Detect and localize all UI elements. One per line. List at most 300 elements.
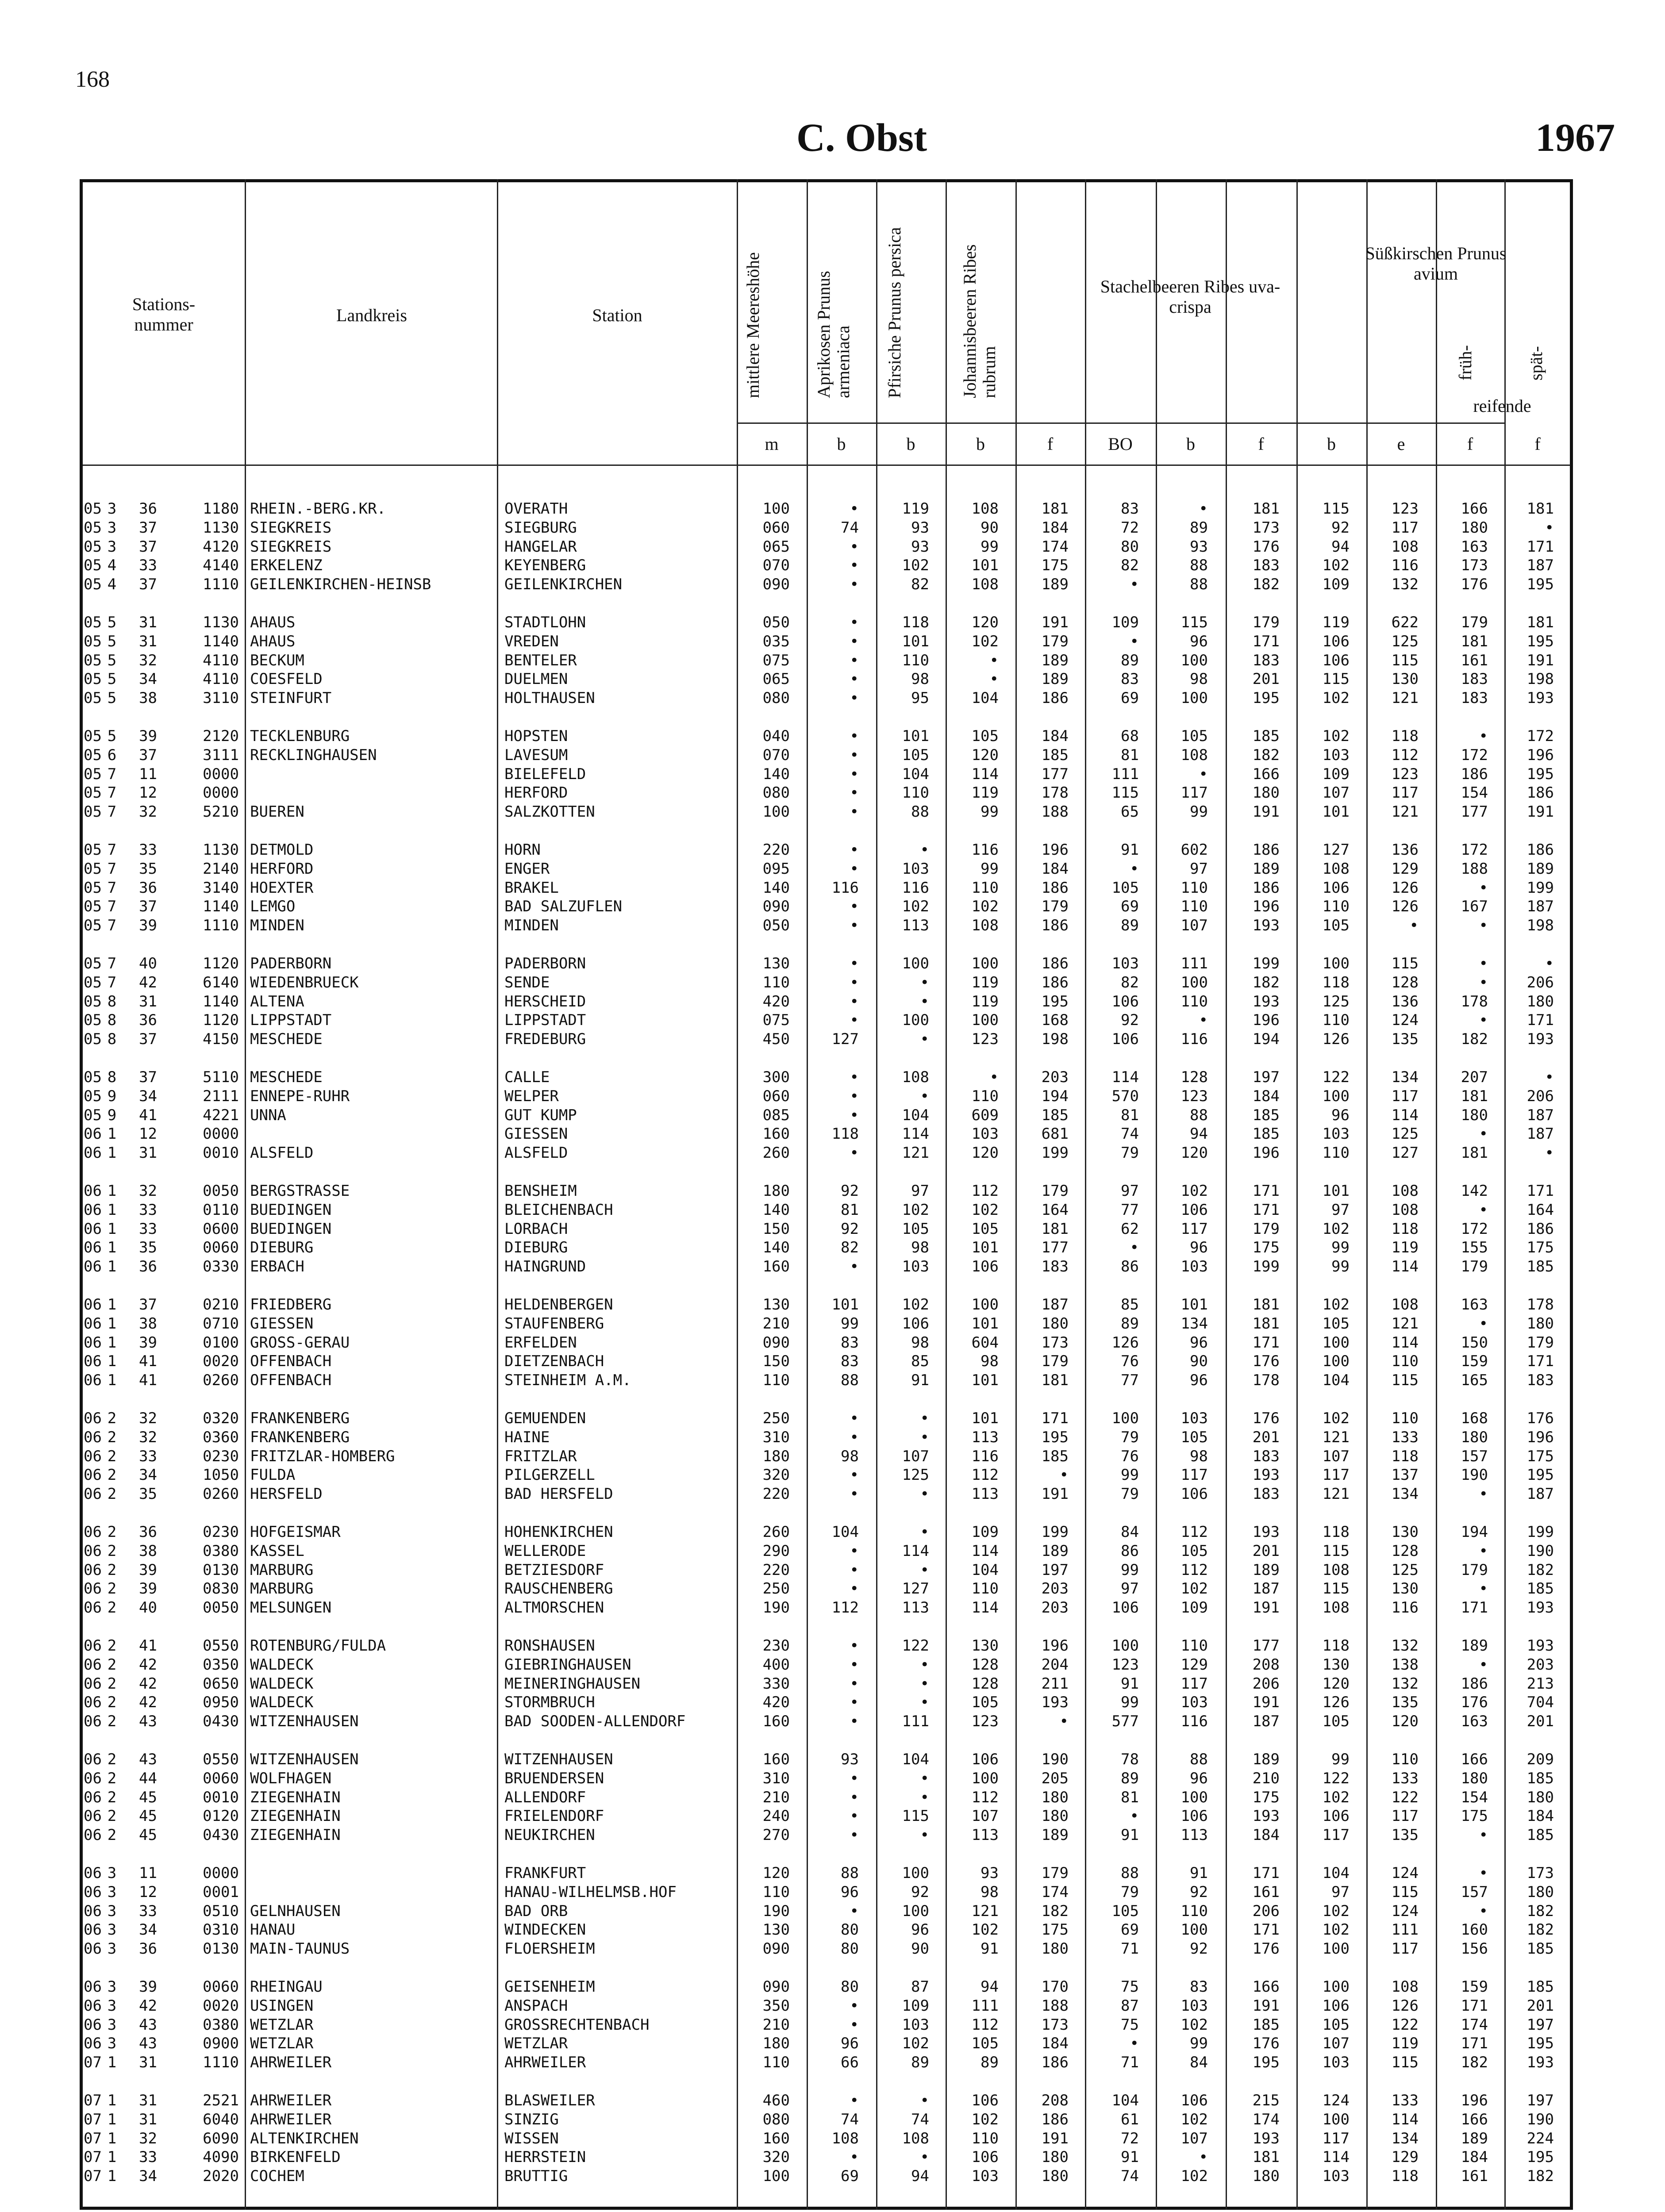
cell-station-code: 0320 bbox=[203, 1409, 239, 1427]
cell-johannisbeeren-b: 102 bbox=[971, 2110, 999, 2128]
cell-pfirsiche: 125 bbox=[902, 1466, 929, 1484]
cell-stachelbeeren-bo: 92 bbox=[1121, 1011, 1139, 1029]
cell-hoehe: 180 bbox=[762, 1447, 790, 1465]
cell-stachelbeeren-b: 97 bbox=[1190, 860, 1208, 878]
cell-hoehe: 160 bbox=[762, 1125, 790, 1143]
cell-stachelbeeren-bo: 105 bbox=[1111, 879, 1139, 897]
cell-suesskirschen-frueh-f: • bbox=[1479, 1125, 1488, 1143]
cell-station: FREDEBURG bbox=[504, 1030, 586, 1048]
cell-landkreis: FRIEDBERG bbox=[250, 1296, 332, 1313]
cell-suesskirschen-frueh-f: 157 bbox=[1461, 1447, 1488, 1465]
cell-pfirsiche: 98 bbox=[911, 670, 929, 688]
cell-reg-code: 06 bbox=[84, 1769, 102, 1787]
cell-station: BRUENDERSEN bbox=[504, 1769, 604, 1787]
cell-area-code: 43 bbox=[139, 1751, 157, 1768]
cell-suesskirschen-frueh-f: 176 bbox=[1461, 576, 1488, 594]
cell-station: GIEBRINGHAUSEN bbox=[504, 1655, 631, 1674]
cell-landkreis: ERKELENZ bbox=[250, 557, 323, 575]
cell-stachelbeeren-bo: 91 bbox=[1121, 841, 1139, 859]
cell-johannisbeeren-b: 116 bbox=[971, 841, 999, 859]
cell-hoehe: 260 bbox=[762, 1523, 790, 1541]
cell-station-code: 0260 bbox=[203, 1485, 239, 1503]
cell-stachelbeeren-bo: 77 bbox=[1121, 1371, 1139, 1390]
cell-area-code: 39 bbox=[139, 1978, 157, 1996]
cell-johannisbeeren-f: 188 bbox=[1041, 1997, 1069, 2015]
cell-reg-code: 06 bbox=[84, 1125, 102, 1143]
cell-station: DIETZENBACH bbox=[504, 1352, 604, 1371]
cell-johannisbeeren-b: 98 bbox=[981, 1352, 999, 1371]
cell-suesskirschen-b: 103 bbox=[1322, 746, 1350, 764]
cell-johannisbeeren-b: 105 bbox=[971, 2035, 999, 2053]
cell-stachelbeeren-b: 88 bbox=[1190, 1106, 1208, 1124]
cell-suesskirschen-frueh-f: 190 bbox=[1461, 1466, 1488, 1484]
cell-landkreis: COESFELD bbox=[250, 670, 323, 688]
cell-pfirsiche: 101 bbox=[902, 632, 929, 650]
cell-johannisbeeren-f: 198 bbox=[1041, 1030, 1069, 1048]
cell-reg-code: 05 bbox=[84, 727, 102, 745]
cell-station-code: 0550 bbox=[203, 1751, 239, 1768]
cell-area-code: 36 bbox=[139, 879, 157, 897]
cell-landkreis: WETZLAR bbox=[250, 2035, 314, 2053]
cell-hoehe: 100 bbox=[762, 2167, 790, 2185]
cell-hoehe: 310 bbox=[762, 1428, 790, 1446]
cell-aprikosen: 93 bbox=[841, 1751, 859, 1768]
cell-hoehe: 035 bbox=[762, 632, 790, 650]
cell-station-code: 0510 bbox=[203, 1902, 239, 1920]
cell-stachelbeeren-f: 215 bbox=[1252, 2092, 1280, 2109]
cell-station: STORMBRUCH bbox=[504, 1694, 595, 1712]
cell-area-code: 34 bbox=[139, 1466, 157, 1484]
cell-pfirsiche: • bbox=[920, 1826, 929, 1844]
cell-reg-code: 07 bbox=[84, 2092, 102, 2109]
cell-area-code: 12 bbox=[139, 1125, 157, 1143]
cell-station-code: 4150 bbox=[203, 1030, 239, 1048]
cell-suesskirschen-frueh-f: • bbox=[1479, 955, 1488, 972]
cell-suesskirschen-spaet-f: 195 bbox=[1527, 576, 1554, 594]
cell-suesskirschen-b: 100 bbox=[1322, 1940, 1350, 1958]
cell-suesskirschen-b: 122 bbox=[1322, 1769, 1350, 1787]
cell-reg-code: 05 bbox=[84, 898, 102, 916]
cell-hoehe: 300 bbox=[762, 1068, 790, 1086]
cell-johannisbeeren-f: 189 bbox=[1041, 651, 1069, 669]
cell-suesskirschen-b: 102 bbox=[1322, 1220, 1350, 1238]
cell-johannisbeeren-b: 113 bbox=[971, 1428, 999, 1446]
cell-suesskirschen-spaet-f: 186 bbox=[1527, 1220, 1554, 1238]
cell-pfirsiche: 122 bbox=[902, 1637, 929, 1655]
cell-hoehe: 095 bbox=[762, 860, 790, 878]
cell-aprikosen: 116 bbox=[831, 879, 859, 897]
cell-suesskirschen-e: 119 bbox=[1391, 1239, 1419, 1257]
cell-suesskirschen-frueh-f: 174 bbox=[1461, 2016, 1488, 2034]
cell-station: KEYENBERG bbox=[504, 557, 586, 575]
cell-station: GEISENHEIM bbox=[504, 1978, 595, 1996]
cell-suesskirschen-frueh-f: • bbox=[1479, 1826, 1488, 1844]
cell-sub-code: 7 bbox=[107, 784, 117, 802]
header-landkreis: Landkreis bbox=[336, 305, 407, 325]
cell-hoehe: 065 bbox=[762, 670, 790, 688]
cell-stachelbeeren-b: 94 bbox=[1190, 1125, 1208, 1143]
cell-stachelbeeren-bo: 74 bbox=[1121, 1125, 1139, 1143]
cell-stachelbeeren-f: 166 bbox=[1252, 1978, 1280, 1996]
cell-suesskirschen-frueh-f: 179 bbox=[1461, 1258, 1488, 1276]
cell-station: WISSEN bbox=[504, 2129, 559, 2147]
cell-suesskirschen-frueh-f: 166 bbox=[1461, 1751, 1488, 1768]
cell-suesskirschen-frueh-f: • bbox=[1479, 1485, 1488, 1503]
cell-stachelbeeren-b: 116 bbox=[1180, 1030, 1208, 1048]
cell-reg-code: 05 bbox=[84, 670, 102, 688]
column-divider bbox=[245, 179, 246, 2210]
cell-suesskirschen-e: 123 bbox=[1391, 765, 1419, 783]
cell-stachelbeeren-f: 182 bbox=[1252, 576, 1280, 594]
cell-aprikosen: • bbox=[850, 917, 859, 935]
cell-sub-code: 3 bbox=[107, 538, 117, 556]
cell-reg-code: 06 bbox=[84, 1713, 102, 1731]
header-hoehe: mittlere Meereshöhe bbox=[743, 252, 763, 398]
cell-stachelbeeren-bo: 115 bbox=[1111, 784, 1139, 802]
cell-suesskirschen-spaet-f: 187 bbox=[1527, 1485, 1554, 1503]
cell-station-code: 0000 bbox=[203, 1125, 239, 1143]
cell-station-code: 0010 bbox=[203, 1144, 239, 1162]
cell-johannisbeeren-f: 186 bbox=[1041, 973, 1069, 991]
cell-landkreis: FRANKENBERG bbox=[250, 1409, 350, 1427]
cell-johannisbeeren-b: 113 bbox=[971, 1826, 999, 1844]
cell-area-code: 37 bbox=[139, 538, 157, 556]
cell-sub-code: 1 bbox=[107, 2092, 117, 2109]
cell-pfirsiche: 96 bbox=[911, 1921, 929, 1939]
cell-stachelbeeren-b: 105 bbox=[1180, 1428, 1208, 1446]
cell-suesskirschen-spaet-f: 184 bbox=[1527, 1807, 1554, 1825]
cell-landkreis: ENNEPE-RUHR bbox=[250, 1087, 350, 1105]
cell-aprikosen: • bbox=[850, 1068, 859, 1086]
cell-sub-code: 8 bbox=[107, 1011, 117, 1029]
cell-suesskirschen-spaet-f: 183 bbox=[1527, 1371, 1554, 1390]
cell-johannisbeeren-b: 120 bbox=[971, 1144, 999, 1162]
cell-pfirsiche: • bbox=[920, 1428, 929, 1446]
cell-johannisbeeren-f: 185 bbox=[1041, 1447, 1069, 1465]
cell-area-code: 38 bbox=[139, 1314, 157, 1333]
cell-suesskirschen-frueh-f: 180 bbox=[1461, 518, 1488, 537]
cell-suesskirschen-e: 116 bbox=[1391, 557, 1419, 575]
cell-aprikosen: 88 bbox=[841, 1864, 859, 1882]
cell-area-code: 33 bbox=[139, 1201, 157, 1219]
cell-sub-code: 5 bbox=[107, 614, 117, 631]
cell-sub-code: 2 bbox=[107, 1447, 117, 1465]
cell-sub-code: 7 bbox=[107, 898, 117, 916]
cell-stachelbeeren-b: 105 bbox=[1180, 1542, 1208, 1560]
cell-reg-code: 07 bbox=[84, 2054, 102, 2072]
cell-stachelbeeren-f: 196 bbox=[1252, 898, 1280, 916]
cell-suesskirschen-e: 134 bbox=[1391, 2129, 1419, 2147]
cell-pfirsiche: 108 bbox=[902, 2129, 929, 2147]
cell-stachelbeeren-bo: 83 bbox=[1121, 670, 1139, 688]
cell-suesskirschen-spaet-f: 196 bbox=[1527, 746, 1554, 764]
cell-pfirsiche: • bbox=[920, 1409, 929, 1427]
cell-hoehe: 160 bbox=[762, 1751, 790, 1768]
cell-reg-code: 06 bbox=[84, 1580, 102, 1598]
cell-area-code: 41 bbox=[139, 1106, 157, 1124]
cell-suesskirschen-b: 109 bbox=[1322, 576, 1350, 594]
cell-pfirsiche: 104 bbox=[902, 1751, 929, 1768]
cell-suesskirschen-b: 117 bbox=[1322, 2129, 1350, 2147]
cell-suesskirschen-e: 115 bbox=[1391, 1371, 1419, 1390]
cell-landkreis: GEILENKIRCHEN-HEINSB bbox=[250, 576, 431, 594]
cell-stachelbeeren-b: 96 bbox=[1190, 1239, 1208, 1257]
cell-johannisbeeren-b: 99 bbox=[981, 860, 999, 878]
cell-hoehe: 310 bbox=[762, 1769, 790, 1787]
cell-suesskirschen-frueh-f: 172 bbox=[1461, 1220, 1488, 1238]
cell-area-code: 31 bbox=[139, 2054, 157, 2072]
cell-landkreis: WITZENHAUSEN bbox=[250, 1713, 359, 1731]
cell-aprikosen: • bbox=[850, 1997, 859, 2015]
cell-suesskirschen-frueh-f: 167 bbox=[1461, 898, 1488, 916]
cell-aprikosen: • bbox=[850, 1674, 859, 1693]
cell-suesskirschen-b: 97 bbox=[1331, 1201, 1350, 1219]
cell-reg-code: 06 bbox=[84, 1864, 102, 1882]
cell-suesskirschen-b: 100 bbox=[1322, 1352, 1350, 1371]
cell-station: NEUKIRCHEN bbox=[504, 1826, 595, 1844]
cell-johannisbeeren-b: 130 bbox=[971, 1637, 999, 1655]
cell-suesskirschen-e: 128 bbox=[1391, 973, 1419, 991]
cell-sub-code: 1 bbox=[107, 1144, 117, 1162]
cell-stachelbeeren-bo: 82 bbox=[1121, 973, 1139, 991]
cell-reg-code: 06 bbox=[84, 1371, 102, 1390]
cell-station-code: 0000 bbox=[203, 1864, 239, 1882]
cell-stachelbeeren-f: 183 bbox=[1252, 1485, 1280, 1503]
cell-stachelbeeren-f: 210 bbox=[1252, 1769, 1280, 1787]
cell-pfirsiche: 105 bbox=[902, 1220, 929, 1238]
cell-landkreis: HANAU bbox=[250, 1921, 296, 1939]
cell-suesskirschen-spaet-f: 193 bbox=[1527, 1030, 1554, 1048]
cell-suesskirschen-b: 99 bbox=[1331, 1258, 1350, 1276]
cell-stachelbeeren-bo: 99 bbox=[1121, 1694, 1139, 1712]
unit-label: BO bbox=[1108, 434, 1133, 454]
cell-reg-code: 05 bbox=[84, 841, 102, 859]
cell-johannisbeeren-b: 128 bbox=[971, 1655, 999, 1674]
cell-landkreis: FRITZLAR-HOMBERG bbox=[250, 1447, 395, 1465]
cell-stachelbeeren-bo: 97 bbox=[1121, 1580, 1139, 1598]
cell-stachelbeeren-bo: 61 bbox=[1121, 2110, 1139, 2128]
cell-suesskirschen-e: 120 bbox=[1391, 1713, 1419, 1731]
cell-stachelbeeren-bo: • bbox=[1130, 860, 1139, 878]
cell-reg-code: 06 bbox=[84, 1466, 102, 1484]
cell-johannisbeeren-f: 194 bbox=[1041, 1087, 1069, 1105]
cell-stachelbeeren-bo: 84 bbox=[1121, 1523, 1139, 1541]
cell-stachelbeeren-bo: 81 bbox=[1121, 1106, 1139, 1124]
cell-johannisbeeren-b: 112 bbox=[971, 1466, 999, 1484]
cell-suesskirschen-spaet-f: 209 bbox=[1527, 1751, 1554, 1768]
cell-stachelbeeren-b: 96 bbox=[1190, 1371, 1208, 1390]
cell-landkreis: GELNHAUSEN bbox=[250, 1902, 341, 1920]
cell-aprikosen: • bbox=[850, 1902, 859, 1920]
header-stachelbeeren: Stachelbeeren Ribes uva-crispa bbox=[1100, 276, 1280, 317]
cell-sub-code: 8 bbox=[107, 992, 117, 1010]
cell-stachelbeeren-bo: 87 bbox=[1121, 1997, 1139, 2015]
cell-stachelbeeren-b: 602 bbox=[1180, 841, 1208, 859]
cell-stachelbeeren-f: 193 bbox=[1252, 992, 1280, 1010]
cell-stachelbeeren-bo: 71 bbox=[1121, 1940, 1139, 1958]
cell-stachelbeeren-b: 110 bbox=[1180, 992, 1208, 1010]
cell-pfirsiche: 90 bbox=[911, 1940, 929, 1958]
cell-station: HANAU-WILHELMSB.HOF bbox=[504, 1883, 677, 1901]
cell-stachelbeeren-b: 110 bbox=[1180, 898, 1208, 916]
cell-pfirsiche: 103 bbox=[902, 2016, 929, 2034]
cell-landkreis: BIRKENFELD bbox=[250, 2148, 341, 2166]
cell-landkreis: WALDECK bbox=[250, 1674, 314, 1693]
cell-suesskirschen-b: 103 bbox=[1322, 2054, 1350, 2072]
cell-suesskirschen-frueh-f: 157 bbox=[1461, 1883, 1488, 1901]
cell-stachelbeeren-f: 180 bbox=[1252, 784, 1280, 802]
cell-suesskirschen-b: 118 bbox=[1322, 973, 1350, 991]
cell-reg-code: 05 bbox=[84, 973, 102, 991]
cell-area-code: 37 bbox=[139, 1030, 157, 1048]
cell-johannisbeeren-b: 123 bbox=[971, 1713, 999, 1731]
cell-johannisbeeren-b: 111 bbox=[971, 1997, 999, 2015]
cell-suesskirschen-spaet-f: 190 bbox=[1527, 1542, 1554, 1560]
cell-johannisbeeren-f: 179 bbox=[1041, 1182, 1069, 1200]
cell-pfirsiche: 118 bbox=[902, 614, 929, 631]
cell-aprikosen: 104 bbox=[831, 1523, 859, 1541]
cell-pfirsiche: 113 bbox=[902, 917, 929, 935]
cell-area-code: 43 bbox=[139, 1713, 157, 1731]
cell-landkreis: KASSEL bbox=[250, 1542, 304, 1560]
cell-johannisbeeren-b: 103 bbox=[971, 1125, 999, 1143]
cell-station: BLASWEILER bbox=[504, 2092, 595, 2109]
cell-johannisbeeren-b: 99 bbox=[981, 803, 999, 821]
cell-hoehe: 050 bbox=[762, 917, 790, 935]
cell-stachelbeeren-bo: 577 bbox=[1111, 1713, 1139, 1731]
cell-johannisbeeren-f: 191 bbox=[1041, 614, 1069, 631]
cell-suesskirschen-b: 122 bbox=[1322, 1068, 1350, 1086]
cell-area-code: 41 bbox=[139, 1637, 157, 1655]
cell-reg-code: 05 bbox=[84, 632, 102, 650]
cell-johannisbeeren-b: 102 bbox=[971, 898, 999, 916]
cell-station: BRAKEL bbox=[504, 879, 559, 897]
cell-johannisbeeren-b: 119 bbox=[971, 784, 999, 802]
cell-stachelbeeren-bo: 100 bbox=[1111, 1637, 1139, 1655]
cell-pfirsiche: 93 bbox=[911, 518, 929, 537]
cell-aprikosen: • bbox=[850, 576, 859, 594]
cell-station: FLOERSHEIM bbox=[504, 1940, 595, 1958]
cell-suesskirschen-frueh-f: 176 bbox=[1461, 1694, 1488, 1712]
cell-hoehe: 420 bbox=[762, 992, 790, 1010]
cell-sub-code: 1 bbox=[107, 2167, 117, 2185]
cell-area-code: 37 bbox=[139, 898, 157, 916]
cell-sub-code: 1 bbox=[107, 2129, 117, 2147]
cell-landkreis: ALTENKIRCHEN bbox=[250, 2129, 359, 2147]
cell-landkreis: ERBACH bbox=[250, 1258, 304, 1276]
cell-suesskirschen-b: 106 bbox=[1322, 879, 1350, 897]
cell-hoehe: 320 bbox=[762, 1466, 790, 1484]
cell-suesskirschen-e: 123 bbox=[1391, 500, 1419, 518]
cell-suesskirschen-e: 117 bbox=[1391, 1807, 1419, 1825]
cell-johannisbeeren-b: 100 bbox=[971, 955, 999, 972]
cell-hoehe: 220 bbox=[762, 1561, 790, 1579]
cell-johannisbeeren-f: 180 bbox=[1041, 2148, 1069, 2166]
cell-suesskirschen-spaet-f: 191 bbox=[1527, 651, 1554, 669]
cell-stachelbeeren-bo: 109 bbox=[1111, 614, 1139, 631]
cell-aprikosen: • bbox=[850, 614, 859, 631]
cell-johannisbeeren-b: 90 bbox=[981, 518, 999, 537]
cell-suesskirschen-frueh-f: 142 bbox=[1461, 1182, 1488, 1200]
cell-station: BENTELER bbox=[504, 651, 577, 669]
cell-suesskirschen-spaet-f: 172 bbox=[1527, 727, 1554, 745]
cell-stachelbeeren-b: 98 bbox=[1190, 670, 1208, 688]
cell-reg-code: 06 bbox=[84, 1788, 102, 1806]
cell-stachelbeeren-f: 185 bbox=[1252, 727, 1280, 745]
cell-johannisbeeren-f: 211 bbox=[1041, 1674, 1069, 1693]
cell-johannisbeeren-b: 102 bbox=[971, 1921, 999, 1939]
cell-johannisbeeren-f: 181 bbox=[1041, 1371, 1069, 1390]
cell-johannisbeeren-b: • bbox=[989, 670, 999, 688]
cell-aprikosen: 92 bbox=[841, 1182, 859, 1200]
cell-suesskirschen-spaet-f: 185 bbox=[1527, 1978, 1554, 1996]
cell-suesskirschen-b: 108 bbox=[1322, 860, 1350, 878]
cell-sub-code: 3 bbox=[107, 1997, 117, 2015]
cell-stachelbeeren-bo: 88 bbox=[1121, 1864, 1139, 1882]
cell-suesskirschen-frueh-f: 189 bbox=[1461, 2129, 1488, 2147]
cell-hoehe: 180 bbox=[762, 2035, 790, 2053]
cell-suesskirschen-spaet-f: • bbox=[1545, 1068, 1554, 1086]
cell-suesskirschen-e: 121 bbox=[1391, 689, 1419, 707]
cell-stachelbeeren-b: 92 bbox=[1190, 1883, 1208, 1901]
cell-aprikosen: • bbox=[850, 784, 859, 802]
cell-suesskirschen-frueh-f: 207 bbox=[1461, 1068, 1488, 1086]
cell-landkreis: MESCHEDE bbox=[250, 1030, 323, 1048]
cell-area-code: 32 bbox=[139, 1409, 157, 1427]
cell-stachelbeeren-f: 201 bbox=[1252, 1428, 1280, 1446]
cell-johannisbeeren-b: 93 bbox=[981, 1864, 999, 1882]
cell-johannisbeeren-b: 110 bbox=[971, 2129, 999, 2147]
cell-stachelbeeren-bo: 114 bbox=[1111, 1068, 1139, 1086]
cell-station: WITZENHAUSEN bbox=[504, 1751, 613, 1768]
cell-station: ERFELDEN bbox=[504, 1333, 577, 1352]
cell-station-code: 0060 bbox=[203, 1239, 239, 1257]
cell-suesskirschen-b: 105 bbox=[1322, 1314, 1350, 1333]
cell-area-code: 35 bbox=[139, 1485, 157, 1503]
cell-station-code: 0230 bbox=[203, 1523, 239, 1541]
cell-suesskirschen-spaet-f: 189 bbox=[1527, 860, 1554, 878]
cell-johannisbeeren-f: 175 bbox=[1041, 1921, 1069, 1939]
cell-suesskirschen-b: 106 bbox=[1322, 1807, 1350, 1825]
cell-landkreis: ROTENBURG/FULDA bbox=[250, 1637, 386, 1655]
cell-suesskirschen-e: 132 bbox=[1391, 576, 1419, 594]
cell-suesskirschen-spaet-f: 182 bbox=[1527, 1921, 1554, 1939]
cell-station: BAD ORB bbox=[504, 1902, 568, 1920]
cell-suesskirschen-e: 129 bbox=[1391, 2148, 1419, 2166]
cell-suesskirschen-e: 126 bbox=[1391, 1997, 1419, 2015]
cell-stachelbeeren-bo: 69 bbox=[1121, 898, 1139, 916]
column-divider bbox=[497, 179, 498, 2210]
cell-reg-code: 05 bbox=[84, 518, 102, 537]
cell-station-code: 0010 bbox=[203, 1788, 239, 1806]
cell-johannisbeeren-f: 178 bbox=[1041, 784, 1069, 802]
cell-suesskirschen-spaet-f: 224 bbox=[1527, 2129, 1554, 2147]
cell-station: HORN bbox=[504, 841, 541, 859]
cell-johannisbeeren-f: 170 bbox=[1041, 1978, 1069, 1996]
cell-stachelbeeren-b: 100 bbox=[1180, 689, 1208, 707]
cell-station-code: 0000 bbox=[203, 784, 239, 802]
cell-stachelbeeren-bo: 111 bbox=[1111, 765, 1139, 783]
cell-suesskirschen-e: 117 bbox=[1391, 1940, 1419, 1958]
cell-suesskirschen-spaet-f: 185 bbox=[1527, 1940, 1554, 1958]
cell-stachelbeeren-f: 175 bbox=[1252, 1788, 1280, 1806]
cell-sub-code: 5 bbox=[107, 689, 117, 707]
cell-johannisbeeren-f: 184 bbox=[1041, 727, 1069, 745]
cell-aprikosen: • bbox=[850, 1485, 859, 1503]
cell-landkreis: AHRWEILER bbox=[250, 2054, 332, 2072]
cell-suesskirschen-e: 128 bbox=[1391, 1542, 1419, 1560]
cell-landkreis: MESCHEDE bbox=[250, 1068, 323, 1086]
